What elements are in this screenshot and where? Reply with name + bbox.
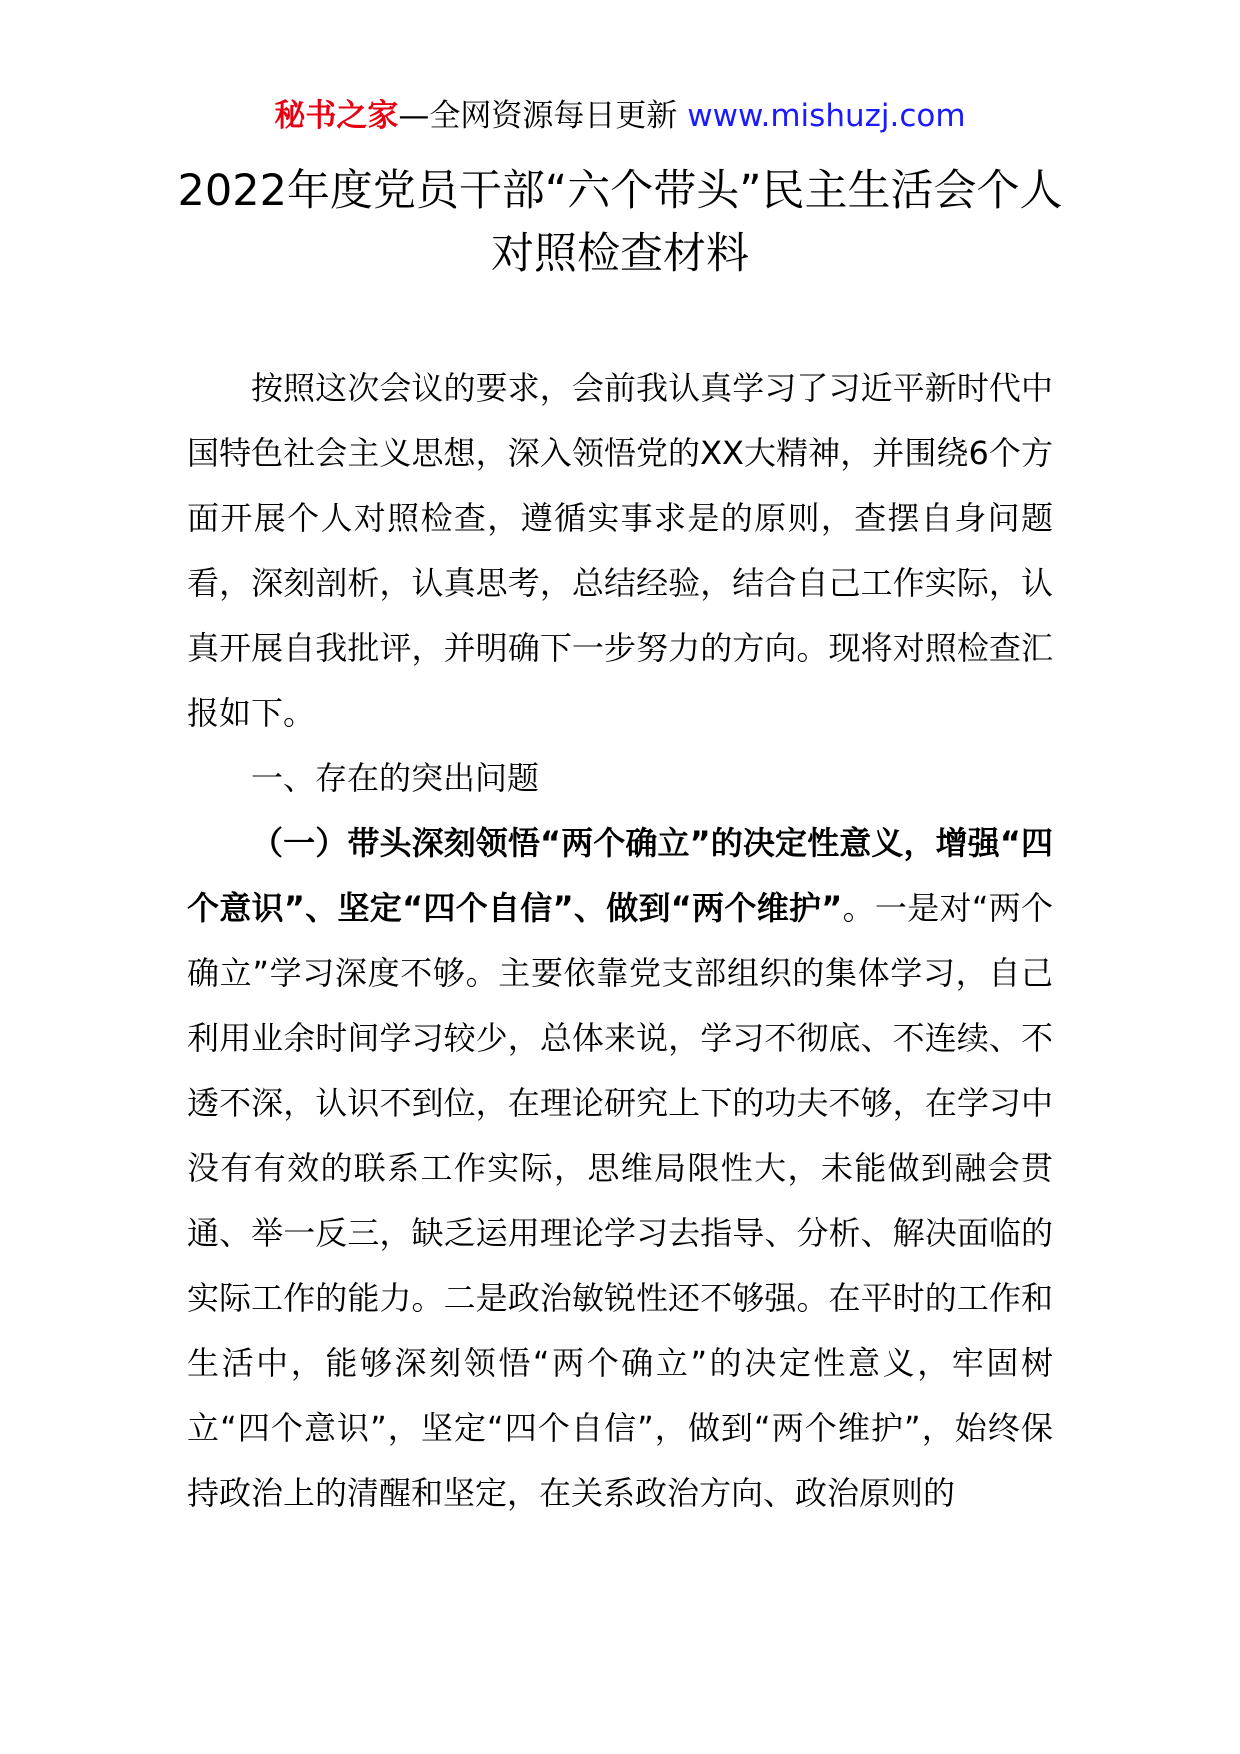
item-paragraph bbox=[187, 811, 1053, 1526]
site-url-link[interactable]: www.mishuzj.com bbox=[687, 98, 966, 134]
intro-paragraph: 按照这次会议的要求，会前我认真学习了习近平新时代中国特色社会主义思想，深入领悟党的XX大精神，并围绕6个方面开展个人对照检查，遵循实事求是的原则，查摆自身问题看，深刻剖析，认真思考，总结经验，结合自己工作实际，认真开展自我批评，并明确下一步努力的方向。现将对照检查汇报如下。 bbox=[187, 369, 1053, 732]
section-heading: 一、存在的突出问题 bbox=[251, 759, 540, 797]
header-slogan: —全网资源每日更新 bbox=[398, 98, 688, 134]
site-header bbox=[0, 96, 1240, 136]
document-title: 2022年度党员干部“六个带头”民主生活会个人对照检查材料 bbox=[177, 166, 1063, 279]
document-body bbox=[187, 356, 1053, 1526]
item-heading: （一）带头深刻领悟“两个确立”的决定性意义，增强“四个意识”、坚定“四个自信”、做到“两个维护” bbox=[187, 824, 1053, 927]
brand-name: 秘书之家 bbox=[274, 98, 399, 134]
item-body: 。一是对“两个确立”学习深度不够。主要依靠党支部组织的集体学习，自己利用业余时间学习较少，总体来说，学习不彻底、不连续、不透不深，认识不到位，在理论研究上下的功夫不够，在学习中没有有效的联系工作实际，思维局限性大，未能做到融会贯通、举一反三，缺乏运用理论学习去指导、分析、解决面临的实际工作的能力。二是政治敏锐性还不够强。在平时的工作和生活中，能够深刻领悟“两个确立”的决定性意义，牢固树立“四个意识”，坚定“四个自信”，做到“两个维护”，始终保持政治上的清醒和坚定，在关系政治方向、政治原则的 bbox=[187, 889, 1053, 1512]
